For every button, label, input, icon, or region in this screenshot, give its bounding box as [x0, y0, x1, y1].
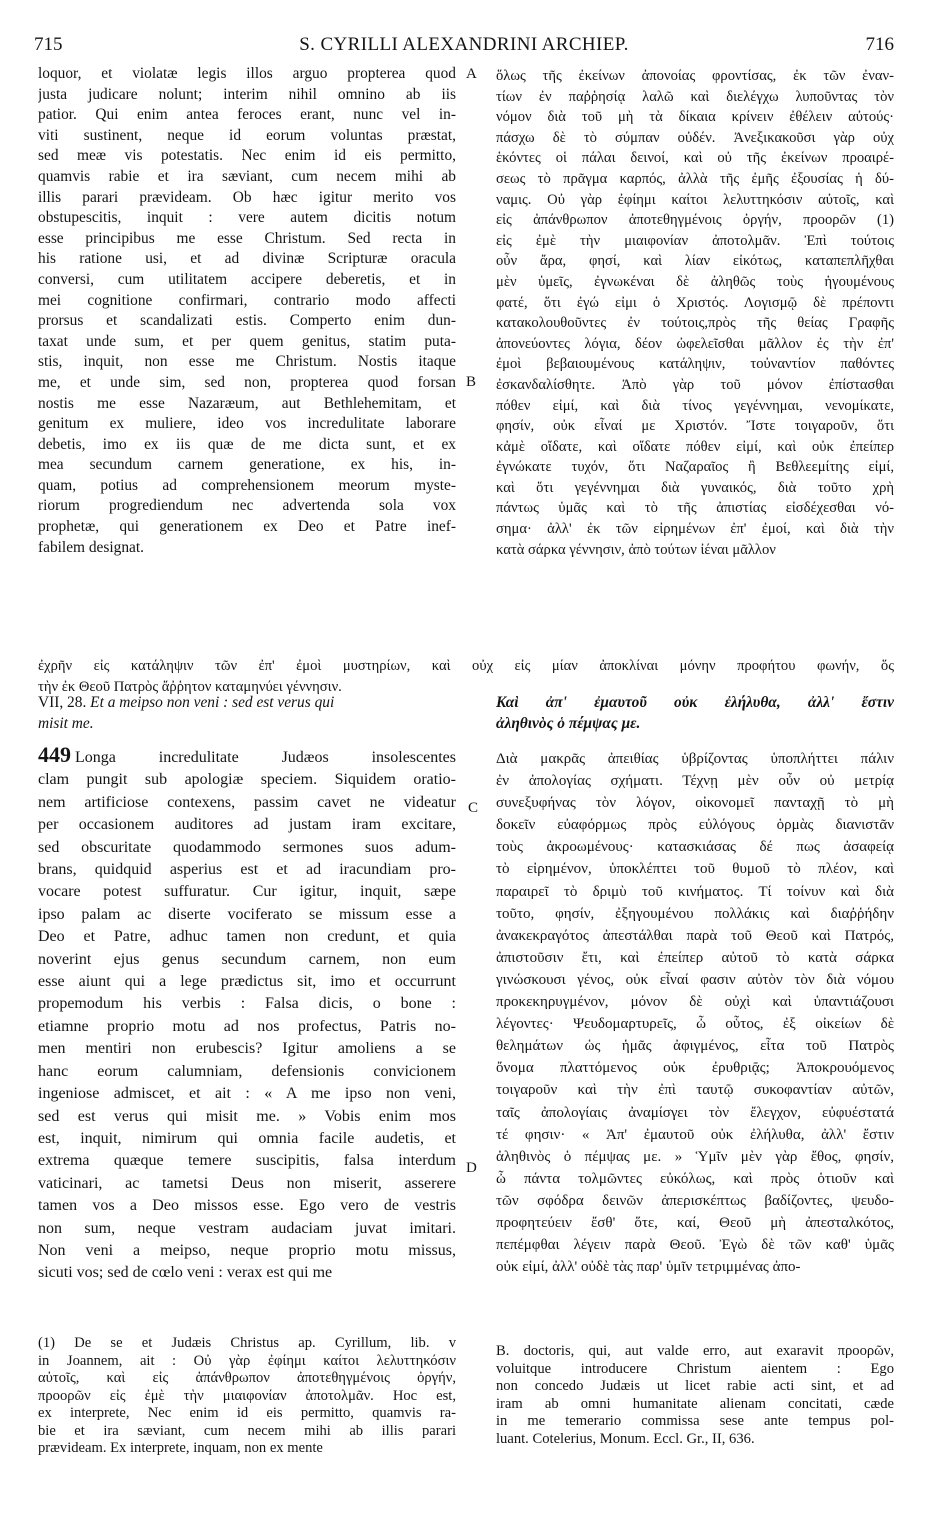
greek-line: ἑκόντες οἱ πάλαι δεινοί, καὶ οὐ τῆς ἐκείνων προαιρέ-: [496, 150, 894, 167]
section-marker-a: A: [466, 66, 477, 82]
greek-line: νόμον διὰ τοῦ μὴ τὰ δίκαια κρίνειν ἐθέλειν αὐτούς·: [496, 109, 894, 126]
greek-line: παραιρεῖ τὸ δριμὺ τοῦ κινήματος. Τί τοίνυν καὶ διὰ: [496, 883, 894, 900]
greek-line: σημα· ἀλλ' ἐκ τῶν εἰρημένων ἐπ' ἐμοί, καὶ διὰ τὴν: [496, 521, 894, 538]
greek-line: ἐγνώκατε τυχόν, ὅτι Ναζαραῖος ἢ Βεθλεεμίτης εἰμί,: [496, 459, 894, 476]
latin-line: men mentiri non erubescis? Igitur amoliens a se: [38, 1040, 456, 1058]
greek-line: εἰς ἀπάνθρωπον ἀποτεθηγμένοις ὀργήν, προορῶν (1): [496, 212, 894, 229]
greek-line: φησίν, οὐκ εἶναί με Χριστόν. Ἴστε τοιγαροῦν, ὅτι: [496, 418, 894, 435]
latin-line: obstupescitis, inquit : vere autem dicitis notum: [38, 209, 456, 227]
greek-line: ἐν ἀπολογίας σχήματι. Τέχνῃ μὲν οὖν οὐ μετρίᾳ: [496, 773, 894, 790]
greek-line: ὅλως τῆς ἐκείνων ἀπονοίας φροντίσας, ἐκ τῶν ἐναν-: [496, 68, 894, 84]
latin-line: sed obscuritate quodammodo sermones suos adum-: [38, 838, 456, 856]
latin-line: mea secundum carnem generatione, ex his, in-: [38, 456, 456, 474]
latin-column-bottom: [38, 744, 456, 1285]
latin-line: propemodum his verbis : Falsa dicis, o bone :: [38, 995, 456, 1013]
footnote-line: αὐτοῖς, καὶ εἰς ἀπάνθρωπον ἀποτεθηγμένοις ὀργήν,: [38, 1370, 456, 1386]
greek-line: πάσχω δὲ τὸ σύμπαν οὐδέν. Ἀνεξικακοῦσι γὰρ οὐχ: [496, 129, 894, 146]
greek-line: ὦ πάντα τολμῶντες εὐκόλως, καὶ πρὸς ὁτιοῦν καὶ: [496, 1170, 894, 1187]
page-number-right: 716: [865, 34, 894, 55]
verse-greek-line-2: ἀληθινὸς ὁ πέμψας με.: [496, 714, 641, 732]
greek-line: ναμις. Οὐ γὰρ ἐφίημι καίτοι λελυττηκόσιν αὐτοῖς, καὶ: [496, 191, 894, 208]
latin-line: etiamne proprio motu ad nos profectus, Patris no-: [38, 1017, 456, 1035]
latin-column-top: [38, 64, 456, 558]
greek-line: ἀνακεκραγότος ἀπεστάλθαι παρὰ τοῦ Θεοῦ καὶ Πατρός,: [496, 927, 894, 944]
latin-line: prophetæ, qui generationem ex Deo et Patre inef-: [38, 518, 456, 536]
footnote-line: προορῶν εἰς ἐμὲ τὴν μιαιφονίαν ἀποτολμᾶν. Hoc est,: [38, 1387, 456, 1404]
latin-line: mei cognitione confirmari, contrario modo affecti: [38, 291, 456, 309]
latin-line: me, et unde sim, sed non, propterea quod forsan: [38, 373, 456, 391]
greek-line: δοκεῖν εὐαφόρμως πρὸς εὐλόγους ὁρμὰς διανιστᾶν: [496, 817, 894, 834]
greek-line: φατέ, ὅτι ἐγώ εἰμι ὁ Χριστός. Λογισμῷ δὲ πρέποντι: [496, 294, 894, 311]
footnote-right: [496, 1343, 894, 1448]
latin-line: noverint ejus genus secundum carnem, non eum: [38, 950, 456, 968]
greek-line: οὖν ἄρα, φησί, καὶ λίαν εἰκότως, καταπεπλῆχθαι: [496, 253, 894, 270]
latin-line: nostis me esse Nazaræum, aut Bethlehemitam, et: [38, 394, 456, 412]
greek-line: λέγοντες· Ψευδομαρτυρεῖς, ὦ οὗτος, ἐξ οἰκείων δὲ: [496, 1016, 894, 1033]
latin-line: ingeniose admiscet, et ait : « A me ipso non veni,: [38, 1085, 456, 1103]
greek-line: προκεκηρυγμένον, μόνον δὲ οὐχὶ καὶ ὑπαντιάζουσι: [496, 994, 894, 1011]
footnote-line: ex interprete, Nec enim id eis permitto, quamvis ra-: [38, 1405, 456, 1421]
greek-line: κἀμὲ οἴδατε, καὶ οἴδατε πόθεν εἰμί, καὶ οὐκ ἐπείπερ: [496, 438, 894, 455]
latin-line: patior. Qui enim antea feroces erant, nunc vel in-: [38, 106, 456, 124]
greek-line: ἀπιστοῦσιν ἔτι, καὶ ἐπείπερ αὐτοῦ τὸ κατὰ σάρκα: [496, 949, 894, 966]
greek-line: προφητεύειν ἔσθ' ὅτε, καί, Θεοῦ μὴ ἀπεσταλκότος,: [496, 1214, 894, 1231]
greek-column-top: [496, 66, 894, 560]
greek-line: ἐσκανδαλίσθητε. Ἀπὸ γὰρ τοῦ μόνον ἐπίστασθαι: [496, 376, 894, 393]
latin-line: nem artificiose contexens, passim cavet ne videatur: [38, 793, 456, 811]
latin-line: [38, 744, 456, 769]
latin-line: viti sustinent, neque id eorum voluntas præstat,: [38, 126, 456, 144]
section-marker-d: D: [466, 1160, 477, 1176]
footnote-line: (1) De se et Judæis Christus ap. Cyrillum, lib. v: [38, 1335, 456, 1351]
latin-line: est, inquit, nimirum qui omnia facile audetis, et: [38, 1129, 456, 1147]
greek-line: κατακολουθοῦντες ἐν τούτοις,πρὸς τῆς θείας Γραφῆς: [496, 315, 894, 332]
latin-line: sicuti vos; sed de cœlo veni : verax est qui me: [38, 1264, 333, 1282]
greek-line: πόθεν εἰμί, καὶ διὰ τίνος γεγέννημαι, νενομίκατε,: [496, 397, 894, 414]
latin-line: hanc eorum calumniam, defensionis convicionem: [38, 1062, 456, 1080]
greek-line: τὸ εἰρημένον, ὑποκλέπτει τοῦ θυμοῦ τὸ πλέον, καὶ: [496, 861, 894, 878]
full-width-line: ἐχρῆν εἰς κατάληψιν τῶν ἐπ' ἐμοὶ μυστηρίων, καὶ οὐχ εἰς μίαν ἀποκλίναι μόνην προφήτου φωνήν, ὅς: [38, 658, 894, 674]
greek-line: τοὺς ἀκροωμένους· κατασκιάσας δέ πως ἀσαφείᾳ: [496, 839, 894, 856]
section-marker-c: C: [468, 800, 479, 816]
greek-line: ἀπονεύοντες λόγια, δέον ὠφελεῖσθαι μᾶλλον ἐς τὴν ἐπ': [496, 335, 894, 352]
greek-line: κατὰ σάρκα γέννησιν, ἀπὸ τούτων ἰέναι μᾶλλον: [496, 541, 776, 558]
verse-latin-text: Et a meipso non veni : sed est verus qui: [90, 694, 335, 711]
latin-line: tamen vos a Deo missos esse. Ego vero de vestris: [38, 1197, 456, 1215]
full-width-text: [38, 656, 894, 697]
greek-line: ἐμοὶ βεβαιουμένους κατάληψιν, τοὐναντίον παθόντες: [496, 356, 894, 373]
paragraph-number: 449: [38, 744, 71, 767]
greek-line: συνεξυφήνας τὸν λόγον, οἰκονομεῖ πανταχῇ τὸ μὴ: [496, 795, 894, 812]
greek-line: τίων ἐν παῤῥησίᾳ λαλῶ καὶ διελέγχω λυποῦντας τὸν: [496, 88, 894, 105]
greek-line: πεπέμφθαι λέγειν παρὰ Θεοῦ. Ἐγὼ δὲ τῶν καθ' ὑμᾶς: [496, 1237, 894, 1254]
latin-line: vaticinari, ac tametsi Deus non miserit, asserere: [38, 1174, 456, 1192]
latin-line: Non veni a meipso, neque proprio motu missus,: [38, 1241, 456, 1259]
footnote-line: non concedo Judæis ut licet rabie acti sint, et ad: [496, 1378, 894, 1394]
latin-line: esse aiunt qui a lege prædictus sit, imo et occurrunt: [38, 973, 456, 991]
latin-line: sed meæ vis potestatis. Nec enim id eis permitto,: [38, 147, 456, 165]
page-number-left: 715: [34, 34, 63, 55]
greek-line: ἀληθινὸς ὁ πέμψας με. » Ὑμῖν μὲν γὰρ ἔθος, φησίν,: [496, 1148, 894, 1165]
latin-line: justa judicare nolunt; interim nihil omnino ab iis: [38, 85, 456, 103]
verse-greek: [496, 693, 894, 734]
greek-line: γινώσκουσι γένος, οὐκ εἶναί φασιν αὐτὸν τὸν διὰ νόμου: [496, 971, 894, 988]
footnote-line: B. doctoris, qui, aut valde erro, aut exaravit προορῶν,: [496, 1343, 894, 1359]
full-width-line: τὴν ἐκ Θεοῦ Πατρὸς ἄῤῥητον καταμηνύει γέννησιν.: [38, 678, 342, 695]
latin-line: per occasionem auditores ad justam iram excitare,: [38, 816, 456, 834]
greek-line: τῶν σφόδρα δεινῶν ἀπερισκέπτως βαδίζοντες, ψευδο-: [496, 1192, 894, 1209]
latin-line: quamvis rabie et ira sæviant, cum necem mihi ab: [38, 167, 456, 185]
footnote-line: prævideam. Ex interprete, inquam, non ex mente: [38, 1440, 323, 1456]
latin-line: illis parari prævideam. Ob hæc igitur merito vos: [38, 188, 456, 206]
greek-line: καὶ ὅτι γεγέννημαι διὰ γυναικός, διὰ τοῦτο χρὴ: [496, 479, 894, 496]
latin-line: esse principibus me esse Christum. Sed recta in: [38, 229, 456, 247]
latin-line: extrema quæque temere suscipitis, falsa interdum: [38, 1152, 456, 1170]
footnote-line: voluitque introducere Christum aientem : Ego: [496, 1360, 894, 1377]
running-header: [34, 34, 894, 56]
verse-reference: VII, 28.: [38, 694, 87, 711]
running-title: S. CYRILLI ALEXANDRINI ARCHIEP.: [299, 34, 629, 55]
greek-line: εἰς ἐμὲ τὴν μιαιφονίαν ἀποτολμᾶν. Ἐπὶ τούτοις: [496, 232, 894, 249]
footnote-line: bie et ira sæviant, cum necem mihi ab illis parari: [38, 1422, 456, 1439]
greek-line: τοῦτο, φησίν, ἐξηγουμένου πολλάκις καὶ διαῤῥήδην: [496, 905, 894, 922]
greek-column-bottom: [496, 748, 894, 1278]
latin-line: his ratione usi, et ad divinæ Scripturæ oracula: [38, 250, 456, 268]
latin-line: Deo et Patre, adhuc tamen non credunt, et quia: [38, 928, 456, 946]
latin-line: genitum ex muliere, ideo vos incredulitate laborare: [38, 415, 456, 433]
latin-line: loquor, et violatæ legis illos arguo propterea quod: [38, 65, 456, 82]
section-marker-b: B: [466, 374, 477, 390]
latin-line: non sum, neque vestram audaciam juvat imitari.: [38, 1219, 456, 1237]
footnote-line: iram ab omni humanitate alienam concitati, cæde: [496, 1395, 894, 1412]
footnote-left: [38, 1335, 456, 1458]
latin-line: brans, quidquid asperius est et ad iracundiam pro-: [38, 861, 456, 879]
greek-line: μὲν ὑμεῖς, ἐγνωκέναι δὲ ἀληθῶς τοὺς ἡγουμένους: [496, 273, 894, 290]
greek-line: ὄνομα πλαττόμενος οὐκ ἐρυθριᾷς; Ἀποκρουόμενος: [496, 1060, 894, 1077]
footnote-line: luant. Cotelerius, Monum. Eccl. Gr., II, 636.: [496, 1430, 755, 1447]
latin-line: ipso palam ac diserte vociferato se missum esse a: [38, 905, 456, 923]
footnote-line: in me temerario commissa sese ante tempus pol-: [496, 1413, 894, 1429]
greek-line: τέ φησιν· « Ἀπ' ἐμαυτοῦ οὐκ ἐλήλυθα, ἀλλ' ἔστιν: [496, 1126, 894, 1143]
verse-latin-text-2: misit me.: [38, 714, 94, 732]
latin-line: debetis, imo ex iis quæ de me dicta sunt, et ex: [38, 435, 456, 453]
latin-line: vocare potest suffuratur. Cur igitur, inquit, sæpe: [38, 883, 456, 901]
greek-line: Διὰ μακρᾶς ἀπειθίας ὑβρίζοντας ὑποπλήττει πάλιν: [496, 751, 894, 767]
latin-line: taxat unde sum, et per quem genitus, statim puta-: [38, 332, 456, 350]
latin-line: stis, inquit, non esse me Christum. Nostis itaque: [38, 353, 456, 371]
latin-line: fabilem designat.: [38, 538, 144, 556]
greek-line: πάντως ὑμᾶς καὶ τὸ τῆς ἀπιστίας εἰσδέχεσθαι νό-: [496, 500, 894, 517]
latin-line: prorsus et scandalizati estis. Comperto enim dun-: [38, 312, 456, 330]
verse-greek-line-1: Καὶ ἀπ' ἐμαυτοῦ οὐκ ἐλήλυθα, ἀλλ' ἔστιν: [496, 694, 894, 711]
latin-line: riorum progrediendum nec advertenda sola vox: [38, 497, 456, 515]
greek-line: ταῖς ἀπολογίαις ἀναμίσγει τὸν ἔλεγχον, εὐφυέστατά: [496, 1104, 894, 1121]
latin-line: clam pungit sub apologiæ speciem. Siquidem oratio-: [38, 771, 456, 789]
greek-line: σεως τὸ πρᾶγμα καρπός, ἀλλὰ τῆς ἐμῆς ἐξουσίας ἡ δύ-: [496, 170, 894, 187]
greek-line: οὐκ εἰμί, ἀλλ' οὐδὲ τὰς παρ' ὑμῖν τετριμμένας ἀπο-: [496, 1259, 801, 1276]
latin-line: quam, potius ad comprehensionem meorum myste-: [38, 476, 456, 494]
greek-line: θελημάτων ὡς ἡμᾶς ἀφιγμένος, εἶτα τοῦ Πατρὸς: [496, 1038, 894, 1055]
latin-line: conversi, cum utilitatem accipere deberetis, et in: [38, 270, 456, 288]
greek-line: τοιγαροῦν καὶ τὴν ἐπὶ ταυτῷ συκοφαντίαν αὐτῶν,: [496, 1082, 894, 1099]
verse-latin: [38, 693, 456, 734]
footnote-line: in Joannem, ait : Οὐ γὰρ ἐφίημι καίτοι λελυττηκόσιν: [38, 1352, 456, 1369]
latin-line-text: Longa incredulitate Judæos insolescentes: [75, 749, 456, 766]
latin-line: sed est verus qui misit me. » Vobis enim mos: [38, 1107, 456, 1125]
